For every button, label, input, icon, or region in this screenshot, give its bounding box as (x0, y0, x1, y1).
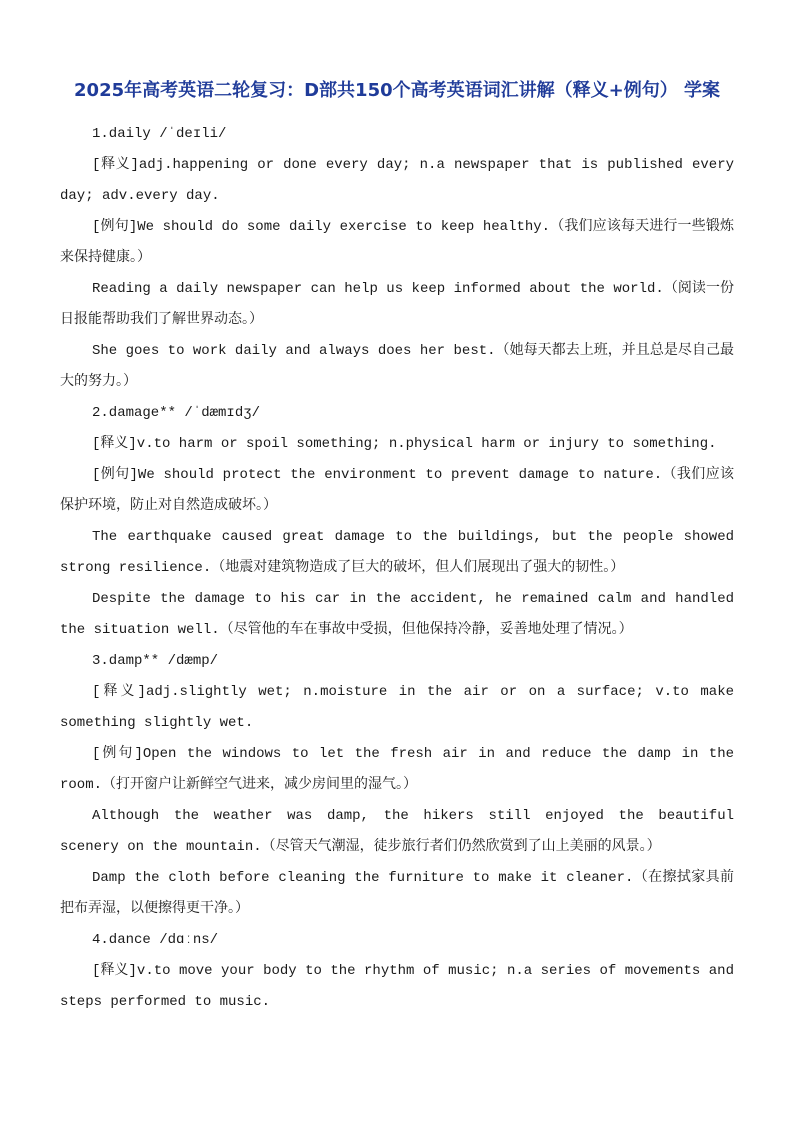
entry-headword: 1.daily /ˈdeɪli/ (92, 126, 227, 142)
entry-definition: [释义]v.to move your body to the rhythm of music; n.a series of movements and steps performed to music. (60, 963, 734, 1010)
entry-example: She goes to work daily and always does her best.（她每天都去上班，并且总是尽自己最大的努力。） (60, 343, 734, 390)
entry-headword: 4.dance /dɑːns/ (92, 932, 219, 948)
entry-example: Reading a daily newspaper can help us keep informed about the world.（阅读一份日报能帮助我们了解世界动态。） (60, 281, 734, 328)
entry-definition: [释义]v.to harm or spoil something; n.physical harm or injury to something. (92, 436, 717, 452)
entry-headword: 3.damp** /dæmp/ (92, 653, 219, 669)
entry-example: The earthquake caused great damage to the buildings, but the people showed strong resilience.（地震对建筑物造成了巨大的破坏，但人们展现出了强大的韧性。） (60, 529, 734, 576)
entry-definition: [释义]adj.happening or done every day; n.a newspaper that is published every day; adv.every day. (60, 157, 734, 204)
entry-example: Damp the cloth before cleaning the furniture to make it cleaner.（在擦拭家具前把布弄湿，以便擦得更干净。） (60, 870, 734, 917)
entry-example: [例句]We should protect the environment to prevent damage to nature.（我们应该保护环境，防止对自然造成破坏。） (60, 467, 734, 514)
entry-example: Despite the damage to his car in the accident, he remained calm and handled the situation well.（尽管他的车在事故中受损，但他保持冷静，妥善地处理了情况。） (60, 591, 734, 638)
entry-example: Although the weather was damp, the hikers still enjoyed the beautiful scenery on the mountain.（尽管天气潮湿，徒步旅行者们仍然欣赏到了山上美丽的风景。） (60, 808, 734, 855)
page-title: 2025年高考英语二轮复习：D部共150个高考英语词汇讲解（释义+例句） 学案 (74, 80, 720, 101)
entry-example: [例句]We should do some daily exercise to keep healthy.（我们应该每天进行一些锻炼来保持健康。） (60, 219, 734, 266)
entry-definition: [释义]adj.slightly wet; n.moisture in the air or on a surface; v.to make something slightly wet. (60, 684, 734, 731)
entry-example: [例句]Open the windows to let the fresh air in and reduce the damp in the room.（打开窗户让新鲜空气进来，减少房间里的湿气。） (60, 746, 734, 793)
entry-headword: 2.damage** /ˈdæmɪdʒ/ (92, 405, 261, 421)
